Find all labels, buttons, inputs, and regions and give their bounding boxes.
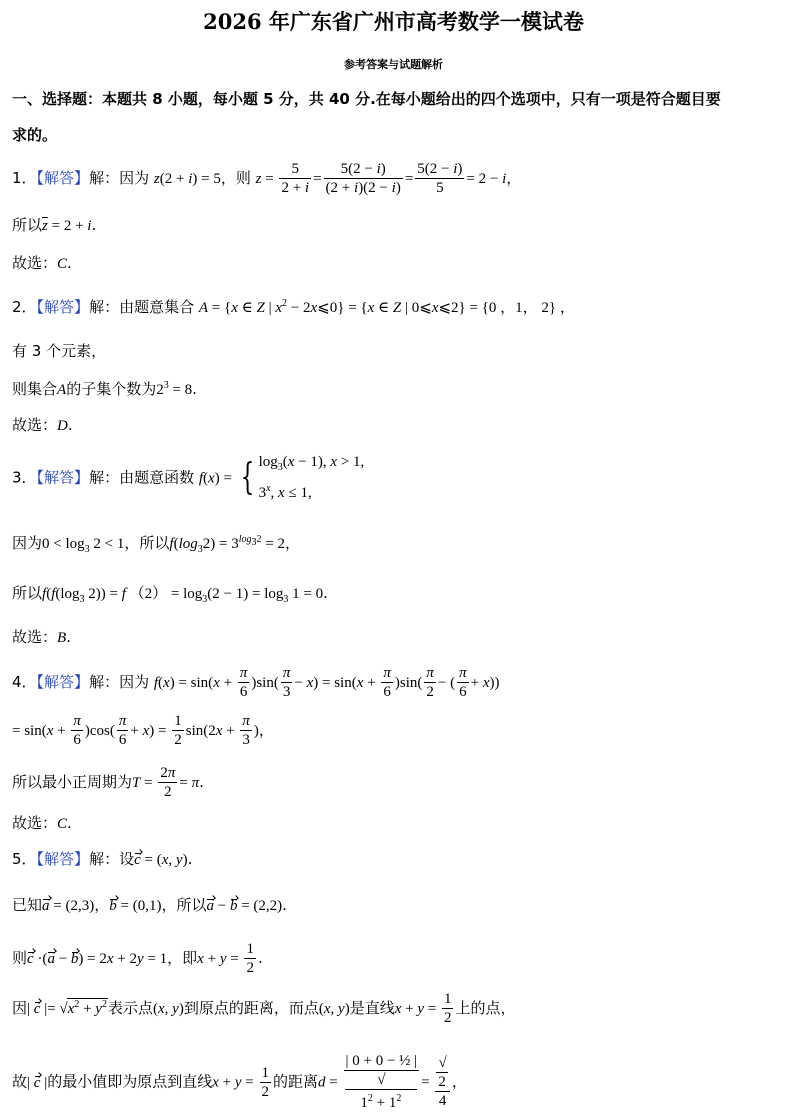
q5-text: 故 [12,1072,28,1091]
fraction: $\frac{5(2 - i)}{(2 + i)(2 - i)}$ [325,161,401,196]
q2-line3: 则集合A的子集个数为$2^3 = 8$. [12,380,197,398]
q2-text: 由题意集合 [119,298,195,316]
q3-line2: 因为$0 < \log_3 2 < 1$，所以$f(\log_32) = 3^{log_32} = 2$， [12,534,300,555]
q3-text: 所以 [12,584,43,602]
q5-line5: 故| c |的最小值即为原点到直线x + y = $\frac{1}{2}$ 的距离d = | 0 + 0 − ½ | √ $1^2 + 1^2$ = √ 2 4 ， [12,1053,467,1111]
q5-text: 因 [12,999,28,1017]
q3-choice: B [57,630,67,646]
solution-label: 解： [89,298,120,316]
choose-label: 故选： [12,416,58,434]
q1-text: 因为 [119,169,150,187]
q1-line2: 所以$\overline{z} = 2 + i$. [12,216,97,234]
piecewise-cases: $\log_3(x - 1)$, x > 1, 3$^x$, x ≤ 1, [258,454,365,501]
q1-choice: C [57,256,68,272]
answer-tag: 【解答】 [36,673,90,691]
answer-tag: 【解答】 [36,468,90,487]
q2-number: 2． [12,298,37,316]
solution-label: 解： [89,468,120,487]
q2-text: 的子集个数为 [66,380,157,398]
q4-text: 所以最小正周期为 [12,773,133,791]
q5-text: 所以 [176,896,207,914]
q5-text: 的最小值即为原点到直线 [47,1072,213,1091]
brace: { [240,457,255,498]
q2-line2: 有 3 个元素， [12,342,107,360]
q1-number: 1． [12,169,37,187]
q1-formula: z [153,171,160,187]
q4-formula: f(x) = sin(x + [153,675,236,691]
q5-line1: 5．【解答】解：设c = (x, y). [12,850,193,868]
q3-formula: f(x) = [198,470,236,487]
q2-text: 则集合 [12,380,58,398]
q3-number: 3． [12,468,37,487]
section-heading-line2: 求的。 [12,126,58,144]
q2-choice: D [57,418,68,434]
q5-number: 5． [12,850,37,868]
q2-line1 [12,296,575,317]
q4-number: 4． [12,673,37,691]
q1-text: 所以 [12,216,43,234]
q3-text: 因为 [12,534,43,552]
q5-text: 上的点， [455,999,516,1017]
q3-text: ，所以 [124,534,170,552]
q3-line3: 所以$f(f(\log_3$ 2)) = f $(2) = \log_3(2 - 1) = \log_3 1 = 0$. [12,584,328,605]
q5-line4: 因| c |= $√x^2 + y^2$表示点(x, y)到原点的距离，而点(x, y)是直线x + y = $\frac{1}{2}$ 上的点， [12,991,516,1026]
q5-line3: 则c ·(a − b) = 2x + 2y = 1，即x + y = $\frac{1}{2}$ . [12,941,263,976]
solution-label: 解： [89,673,120,691]
q5-text: 表示点 [107,999,153,1017]
q2-formula: A = {x ∈ Z | $x^2$ − 2x⩽0} = {x ∈ Z | 0⩽x⩽2} = {0 ，1， 2} ， [198,298,575,316]
q1-text: ，则 [220,169,251,187]
choose-label: 故选： [12,628,58,646]
distance-fraction: | 0 + 0 − ½ | √ $1^2 + 1^2$ [345,1053,418,1111]
choose-label: 故选： [12,254,58,272]
q5-line2: 已知a = (2,3)，b = (0,1)，所以a − b = (2,2). [12,896,287,914]
q4-line2: = sin(x + $\frac{\pi}{6}$ )cos( $\frac{\pi}{6}$ + x) = $\frac{1}{2}$ sin(2x + $\frac{\pi}{3}$ )， [12,713,274,748]
solution-label: 解： [89,169,120,187]
q5-text: 设 [119,850,135,868]
choose-label: 故选： [12,814,58,832]
q5-text: 是直线 [349,999,395,1017]
q1-line1: 1．【解答】解：因为 z(2 + i) = 5，则 z = $\frac{5}{2 + i}$ = $\frac{5(2 - i)}{(2 + i)(2 - i)}$ = $\frac{5(2 - i)}{5}$ = 2 − i， [12,161,522,196]
page-subtitle: 参考答案与试题解析 [344,58,443,71]
q4-choice-line: 故选：C. [12,814,72,832]
q5-text: 已知 [12,896,43,914]
q3-choice-line: 故选：B. [12,628,71,646]
q4-line3: 所以最小正周期为T = $\frac{2\pi}{2}$ = π. [12,765,204,800]
q4-text: 因为 [119,673,150,691]
q3-text: 由题意函数 [119,468,195,487]
solution-label: 解： [89,850,120,868]
answer-tag: 【解答】 [36,850,90,868]
fraction: $\frac{5}{2 + i}$ [281,161,310,196]
q5-text: 则 [12,949,28,967]
answer-tag: 【解答】 [36,298,90,316]
q5-text: 到原点的距离，而点 [183,999,319,1017]
q5-text: ，即 [167,949,198,967]
q2-choice-line: 故选：D. [12,416,73,434]
q4-choice: C [57,816,68,832]
q1-choice-line: 故选：C. [12,254,72,272]
q5-text: 的距离 [273,1072,319,1091]
fraction: $\frac{5(2 - i)}{5}$ [417,161,463,196]
q4-line1: 4．【解答】解：因为 f(x) = sin(x + $\frac{\pi}{6}$ )sin( $\frac{\pi}{3}$ − x) = sin(x + $\frac{\pi}{6}$ )sin( $\frac{\pi}{2}$ − ( $\frac{\pi}{6}$ + x)) [12,665,500,700]
answer-tag: 【解答】 [36,169,90,187]
section-heading-line1: 一、选择题：本题共 8 小题，每小题 5 分，共 40 分.在每小题给出的四个选项中，只有一项是符合题目要 [12,90,721,108]
page-title: 2026 年广东省广州市高考数学一模试卷 [203,9,584,34]
q3-line1 [12,452,364,504]
